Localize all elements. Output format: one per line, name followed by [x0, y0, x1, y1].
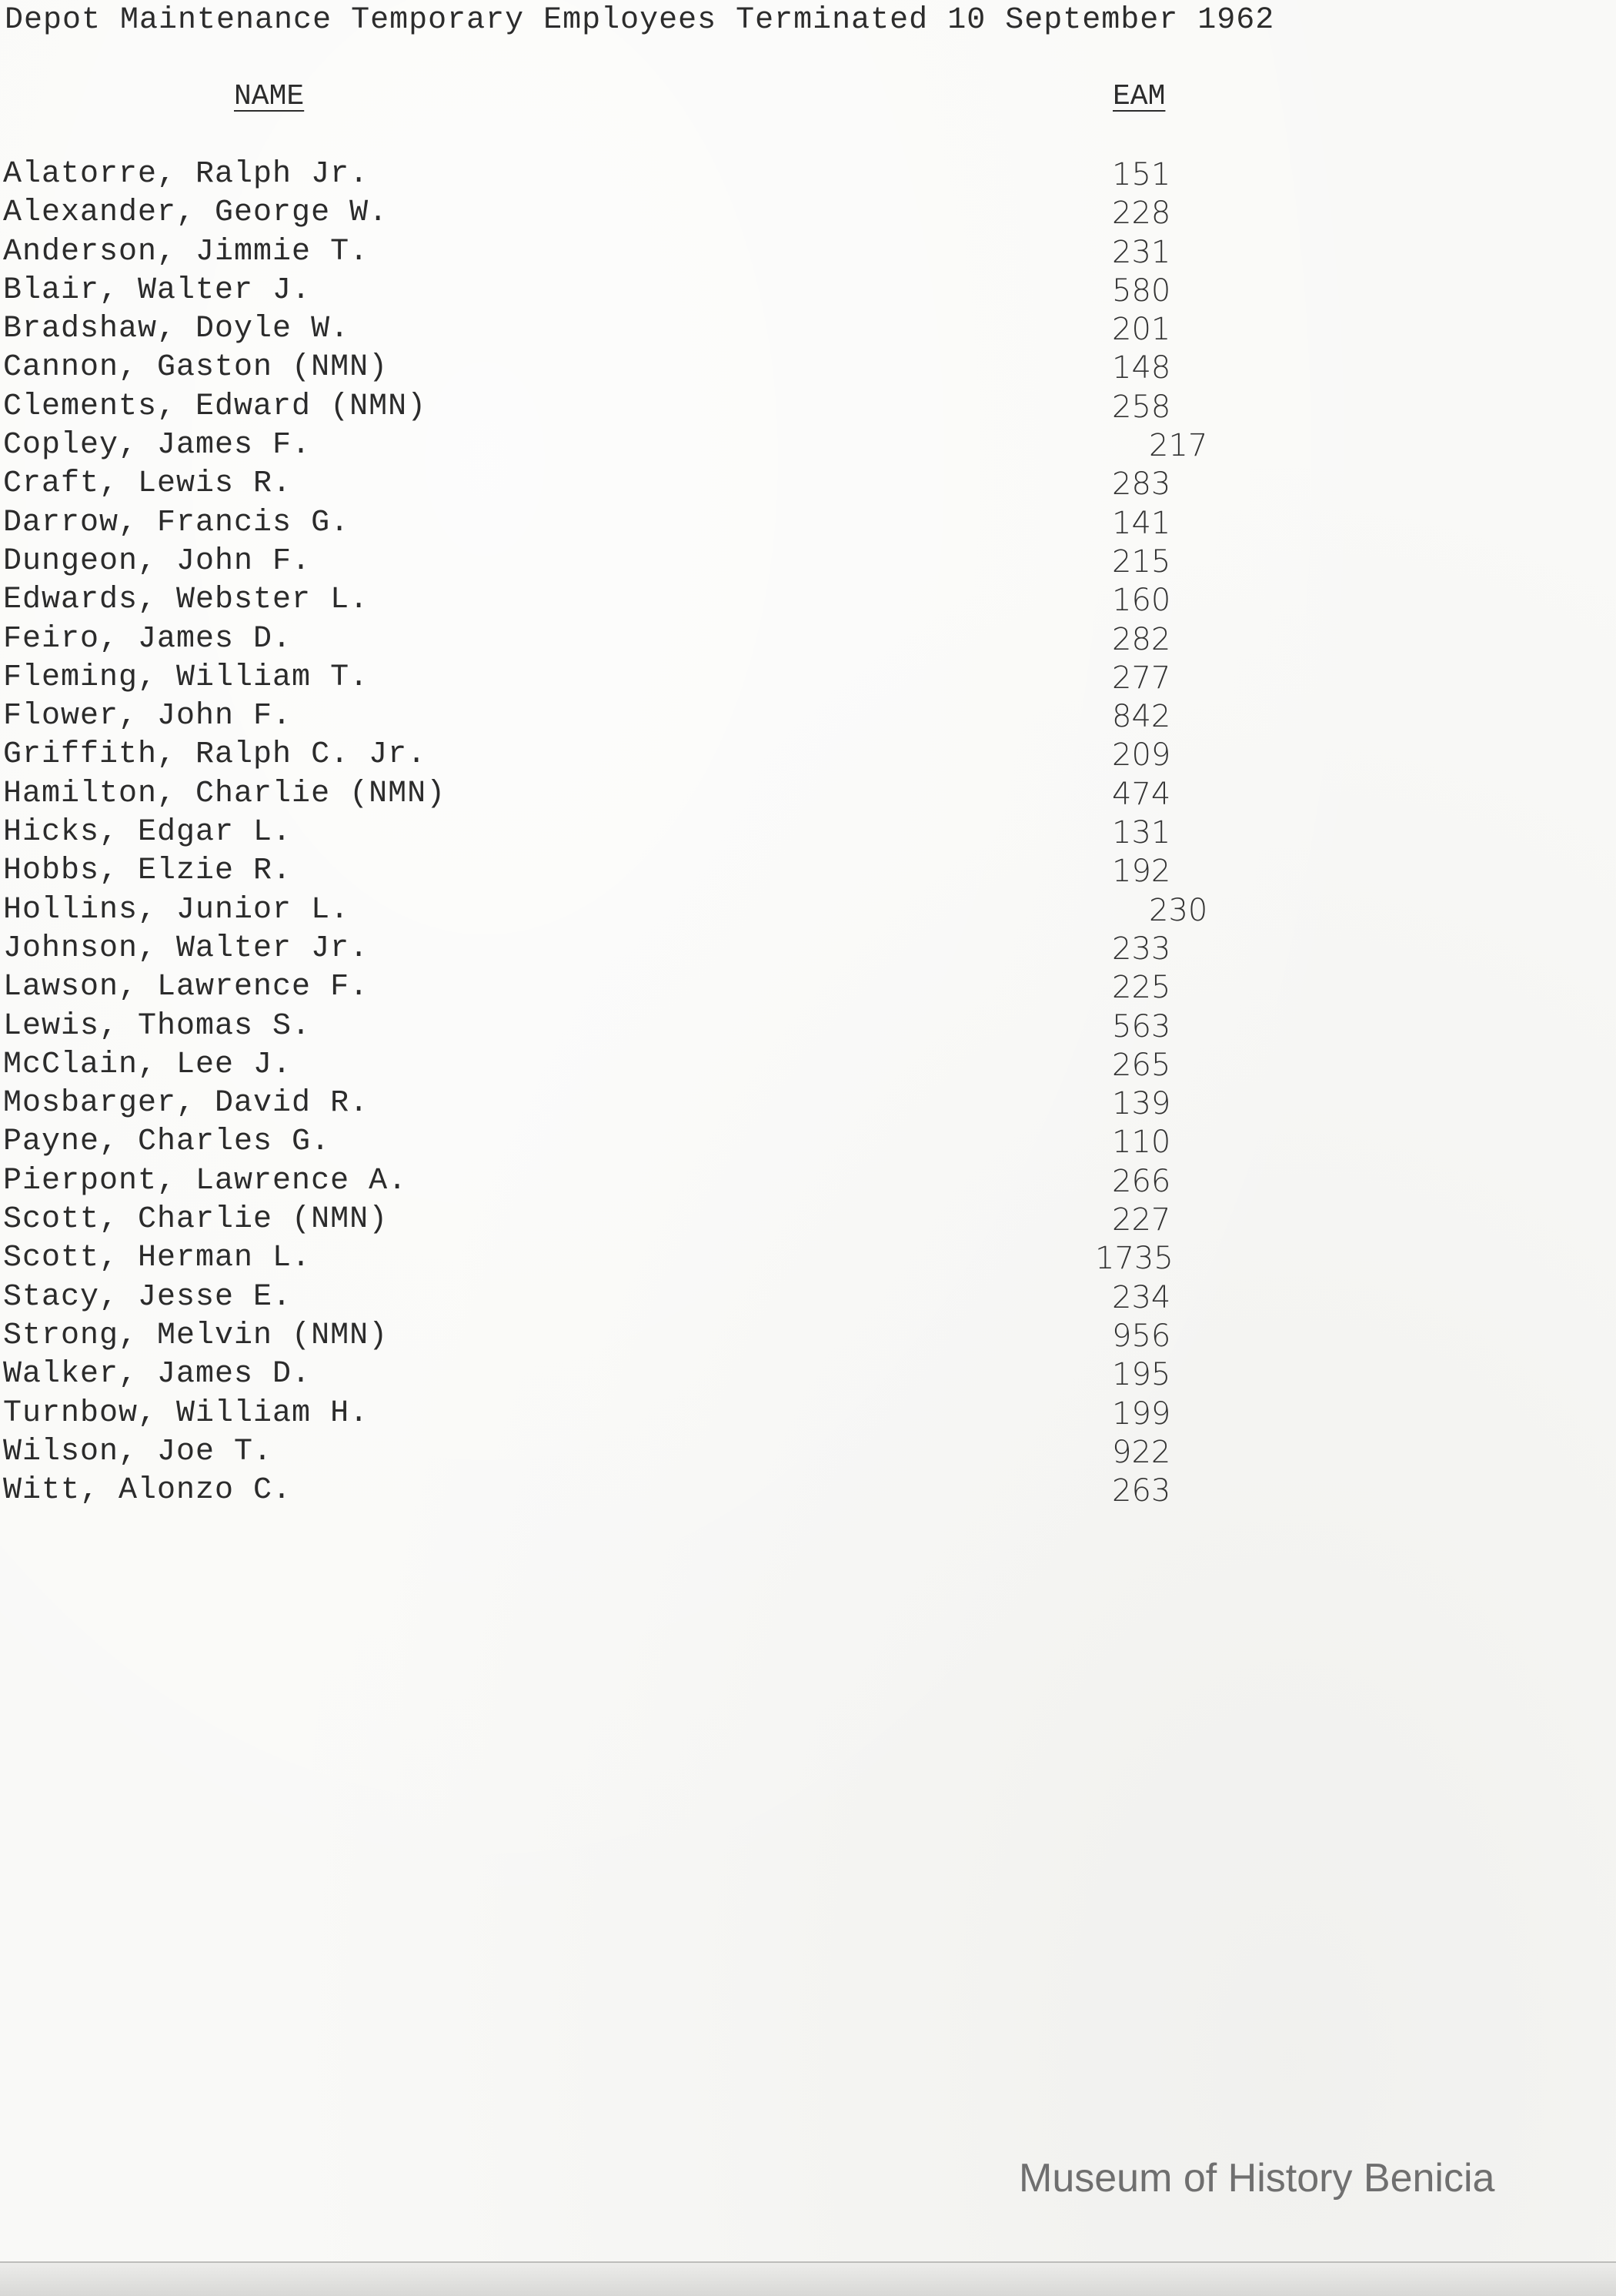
employee-name: Johnson, Walter Jr. [3, 931, 369, 966]
list-item [0, 1355, 1616, 1394]
employee-eam: 474 [1112, 776, 1171, 812]
employee-eam: 141 [1112, 505, 1171, 541]
list-item [0, 1395, 1616, 1433]
list-item [0, 1162, 1616, 1201]
list-item [0, 1123, 1616, 1161]
employee-name: Cannon, Gaston (NMN) [3, 350, 389, 386]
list-item [0, 1046, 1616, 1085]
employee-eam: 201 [1112, 312, 1171, 348]
list-item [0, 891, 1616, 930]
employee-eam: 956 [1112, 1318, 1171, 1354]
employee-eam: 215 [1112, 543, 1171, 580]
employee-name: Bradshaw, Doyle W. [3, 312, 350, 347]
list-item [0, 1317, 1616, 1355]
employee-name: Pierpont, Lawrence A. [3, 1163, 408, 1198]
employee-name: Clements, Edward (NMN) [3, 389, 427, 424]
employee-eam: 199 [1112, 1395, 1171, 1432]
employee-name: Scott, Herman L. [3, 1241, 312, 1276]
employee-name: Strong, Melvin (NMN) [3, 1318, 389, 1353]
employee-eam: 230 [1149, 892, 1208, 928]
employee-eam: 192 [1112, 854, 1171, 890]
employee-eam: 234 [1112, 1279, 1171, 1315]
employee-name: Lewis, Thomas S. [3, 1008, 312, 1044]
employee-name: Hollins, Junior L. [3, 892, 350, 927]
list-item [0, 930, 1616, 968]
list-item [0, 155, 1616, 194]
employee-eam: 160 [1112, 583, 1171, 619]
list-item [0, 272, 1616, 310]
list-item [0, 194, 1616, 232]
employee-name: Edwards, Webster L. [3, 583, 369, 618]
employee-name: Lawson, Lawrence F. [3, 970, 369, 1005]
employee-eam: 233 [1112, 931, 1171, 967]
employee-eam: 227 [1112, 1202, 1171, 1238]
employee-eam: 563 [1112, 1008, 1171, 1044]
museum-watermark: Museum of History Benicia [1019, 2156, 1495, 2201]
employee-name: Feiro, James D. [3, 621, 292, 657]
employee-name: Fleming, William T. [3, 660, 369, 695]
employee-eam: 231 [1112, 234, 1171, 270]
employee-name: Flower, John F. [3, 699, 292, 734]
employee-eam: 139 [1112, 1086, 1171, 1122]
list-item [0, 543, 1616, 581]
employee-eam: 277 [1112, 660, 1171, 696]
employee-name: Dungeon, John F. [3, 543, 312, 579]
employee-name: Copley, James F. [3, 428, 312, 463]
list-item [0, 1008, 1616, 1046]
page-bottom-edge [0, 2261, 1616, 2296]
list-item [0, 233, 1616, 272]
employee-name: Walker, James D. [3, 1357, 312, 1392]
list-item [0, 1239, 1616, 1278]
employee-name: Turnbow, William H. [3, 1395, 369, 1431]
employee-list [0, 155, 1616, 1510]
employee-eam: 842 [1112, 699, 1171, 735]
employee-name: Craft, Lewis R. [3, 466, 292, 502]
employee-name: Mosbarger, David R. [3, 1086, 369, 1121]
employee-eam: 922 [1112, 1434, 1171, 1470]
list-item [0, 349, 1616, 387]
employee-name: Anderson, Jimmie T. [3, 234, 369, 269]
list-item [0, 814, 1616, 852]
employee-eam: 263 [1112, 1473, 1171, 1509]
employee-name: Hicks, Edgar L. [3, 815, 292, 851]
employee-eam: 580 [1112, 272, 1171, 309]
employee-name: Wilson, Joe T. [3, 1434, 273, 1469]
list-item [0, 388, 1616, 426]
list-item [0, 697, 1616, 736]
list-item [0, 659, 1616, 697]
employee-name: Alexander, George W. [3, 196, 389, 231]
employee-eam: 225 [1112, 970, 1171, 1006]
employee-name: McClain, Lee J. [3, 1047, 292, 1082]
employee-eam: 195 [1112, 1357, 1171, 1393]
list-item [0, 620, 1616, 659]
employee-name: Hamilton, Charlie (NMN) [3, 776, 446, 811]
employee-eam: 228 [1112, 196, 1171, 232]
employee-name: Griffith, Ralph C. Jr. [3, 737, 427, 773]
employee-eam: 266 [1112, 1163, 1171, 1199]
employee-eam: 217 [1149, 428, 1208, 464]
list-item [0, 968, 1616, 1007]
employee-eam: 1735 [1095, 1241, 1174, 1277]
document-title: Depot Maintenance Temporary Employees Terminated 10 September 1962 [5, 3, 1275, 38]
list-item [0, 581, 1616, 620]
list-item [0, 1433, 1616, 1472]
list-item [0, 504, 1616, 543]
list-item [0, 1472, 1616, 1510]
list-item [0, 465, 1616, 503]
employee-eam: 282 [1112, 621, 1171, 657]
employee-name: Scott, Charlie (NMN) [3, 1202, 389, 1238]
list-item [0, 1201, 1616, 1239]
employee-eam: 265 [1112, 1047, 1171, 1083]
list-item [0, 1085, 1616, 1123]
list-item [0, 310, 1616, 349]
list-item [0, 1278, 1616, 1317]
employee-name: Payne, Charles G. [3, 1125, 331, 1160]
list-item [0, 852, 1616, 891]
employee-eam: 151 [1112, 157, 1171, 192]
list-item [0, 426, 1616, 465]
employee-eam: 283 [1112, 466, 1171, 503]
employee-eam: 209 [1112, 737, 1171, 774]
list-item [0, 736, 1616, 774]
employee-eam: 148 [1112, 350, 1171, 386]
column-header-name: NAME [234, 80, 305, 113]
employee-name: Witt, Alonzo C. [3, 1473, 292, 1509]
employee-name: Darrow, Francis G. [3, 505, 350, 540]
column-header-eam: EAM [1113, 80, 1166, 113]
employee-name: Hobbs, Elzie R. [3, 854, 292, 889]
list-item [0, 775, 1616, 814]
employee-eam: 131 [1112, 815, 1171, 851]
employee-name: Alatorre, Ralph Jr. [3, 157, 369, 192]
employee-name: Stacy, Jesse E. [3, 1279, 292, 1315]
employee-eam: 258 [1112, 389, 1171, 425]
employee-eam: 110 [1112, 1125, 1171, 1161]
employee-name: Blair, Walter J. [3, 272, 312, 308]
